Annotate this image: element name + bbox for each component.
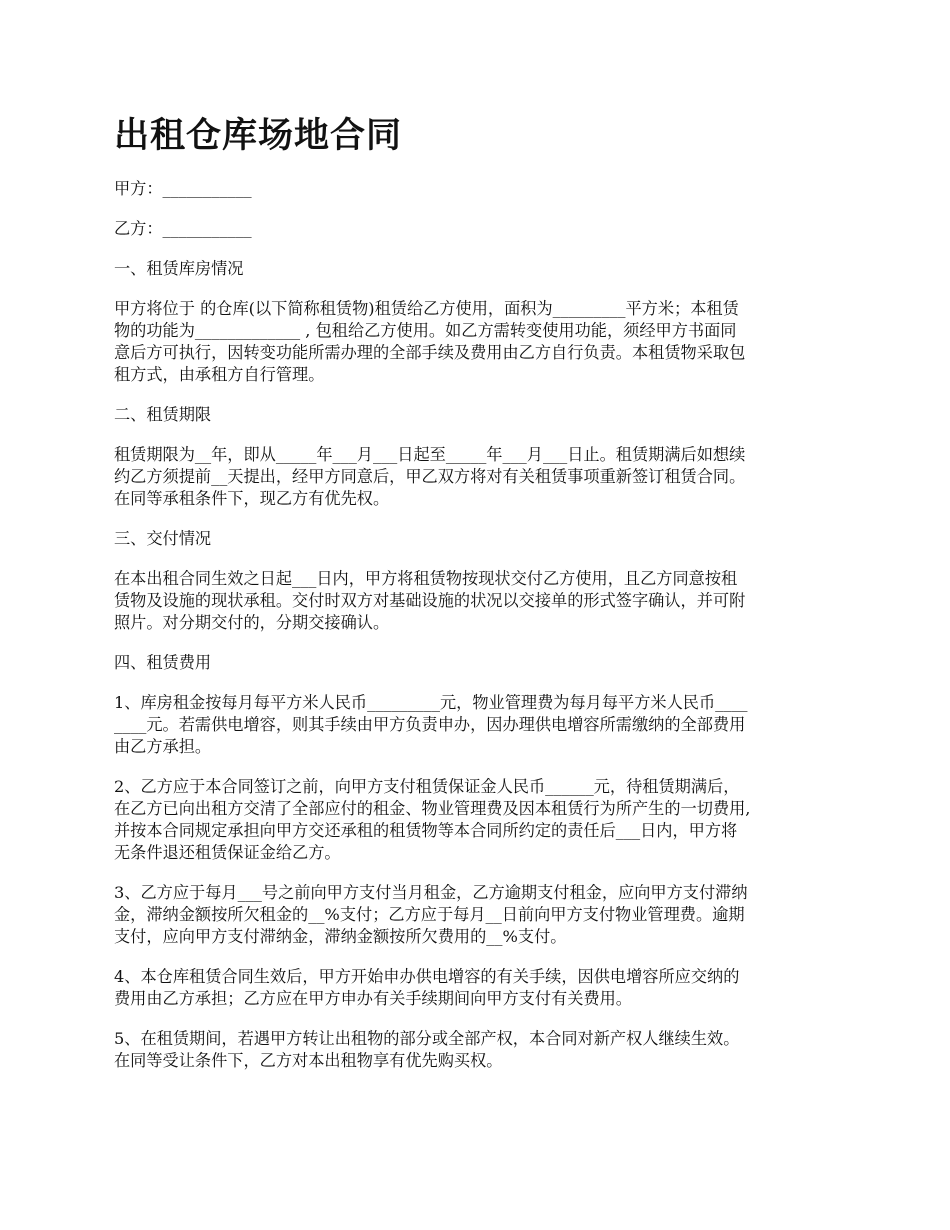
clause-3-paragraph <box>114 882 844 948</box>
text-line: 在同等承租条件下，现乙方有优先权。 <box>114 489 390 508</box>
text-line: 在同等受让条件下，乙方对本出租物享有优先购买权。 <box>114 1051 503 1070</box>
clause-1-paragraph <box>114 692 844 758</box>
clause-2-paragraph <box>114 776 844 864</box>
text-line: 4、本仓库租赁合同生效后，甲方开始申办供电增容的有关手续，因供电增容所应交纳的 <box>114 967 740 986</box>
text-line: 费用由乙方承担；乙方应在甲方申办有关手续期间向甲方支付有关费用。 <box>114 989 632 1008</box>
text-line: 并按本合同规定承担向甲方交还承租的租赁物等本合同所约定的责任后___日内，甲方将 <box>114 821 738 840</box>
text-line: 四、租赁费用 <box>114 653 212 672</box>
text-line: 租方式，由承租方自行管理。 <box>114 365 325 384</box>
text-line: 物的功能为_____________ , 包租给乙方使用。如乙方需转变使用功能，须经甲方书面同 <box>114 321 737 340</box>
text-line: 意后方可执行，因转变功能所需办理的全部手续及费用由乙方自行负责。本租赁物采取包 <box>114 343 746 362</box>
section-2-paragraph <box>114 444 844 510</box>
text-line: 1、库房租金按每月每平方米人民币_________元，物业管理费为每月每平方米人民币____ <box>114 693 748 712</box>
section-3-paragraph <box>114 568 844 634</box>
clause-4-paragraph <box>114 966 844 1010</box>
text-line: 金，滞纳金额按所欠租金的__%支付；乙方应于每月__日前向甲方支付物业管理费。逾期 <box>114 905 745 924</box>
text-line: 甲方将位于 的仓库(以下简称租赁物)租赁给乙方使用，面积为_________平方米；本租赁 <box>114 299 739 318</box>
party-a-line <box>114 178 844 200</box>
text-line: 三、交付情况 <box>114 529 212 548</box>
text-line: 5、在租赁期间，若遇甲方转让出租物的部分或全部产权，本合同对新产权人继续生效。 <box>114 1029 740 1048</box>
section-4-heading <box>114 652 844 674</box>
text-line: 一、租赁库房情况 <box>114 259 244 278</box>
document-title: 出租仓库场地合同 <box>114 116 403 156</box>
text-line: 二、租赁期限 <box>114 405 212 424</box>
text-line: 在乙方已向出租方交清了全部应付的租金、物业管理费及因本租赁行为所产生的一切费用, <box>114 799 751 818</box>
text-line: 乙方：___________ <box>114 219 252 238</box>
section-3-heading <box>114 528 844 550</box>
text-line: ____元。若需供电增容，则其手续由甲方负责申办，因办理供电增容所需缴纳的全部费用 <box>114 715 746 734</box>
document-body <box>114 178 844 1090</box>
text-line: 照片。对分期交付的，分期交接确认。 <box>114 613 390 632</box>
text-line: 赁物及设施的现状承租。交付时双方对基础设施的状况以交接单的形式签字确认，并可附 <box>114 591 746 610</box>
text-line: 在本出租合同生效之日起___日内，甲方将租赁物按现状交付乙方使用，且乙方同意按租 <box>114 569 738 588</box>
section-1-paragraph <box>114 298 844 386</box>
text-line: 租赁期限为__年，即从_____年___月___日起至_____年___月___日止。租赁期满后如想续 <box>114 445 746 464</box>
text-line: 支付，应向甲方支付滞纳金，滞纳金额按所欠费用的__%支付。 <box>114 927 567 946</box>
text-line: 甲方：___________ <box>114 179 252 198</box>
text-line: 无条件退还租赁保证金给乙方。 <box>114 843 341 862</box>
clause-5-paragraph <box>114 1028 844 1072</box>
section-2-heading <box>114 404 844 426</box>
text-line: 2、乙方应于本合同签订之前，向甲方支付租赁保证金人民币______元，待租赁期满后， <box>114 777 740 796</box>
text-line: 约乙方须提前__天提出，经甲方同意后，甲乙双方将对有关租赁事项重新签订租赁合同。 <box>114 467 746 486</box>
text-line: 3、乙方应于每月___号之前向甲方支付当月租金，乙方逾期支付租金，应向甲方支付滞纳 <box>114 883 748 902</box>
text-line: 由乙方承担。 <box>114 737 212 756</box>
party-b-line <box>114 218 844 240</box>
section-1-heading <box>114 258 844 280</box>
